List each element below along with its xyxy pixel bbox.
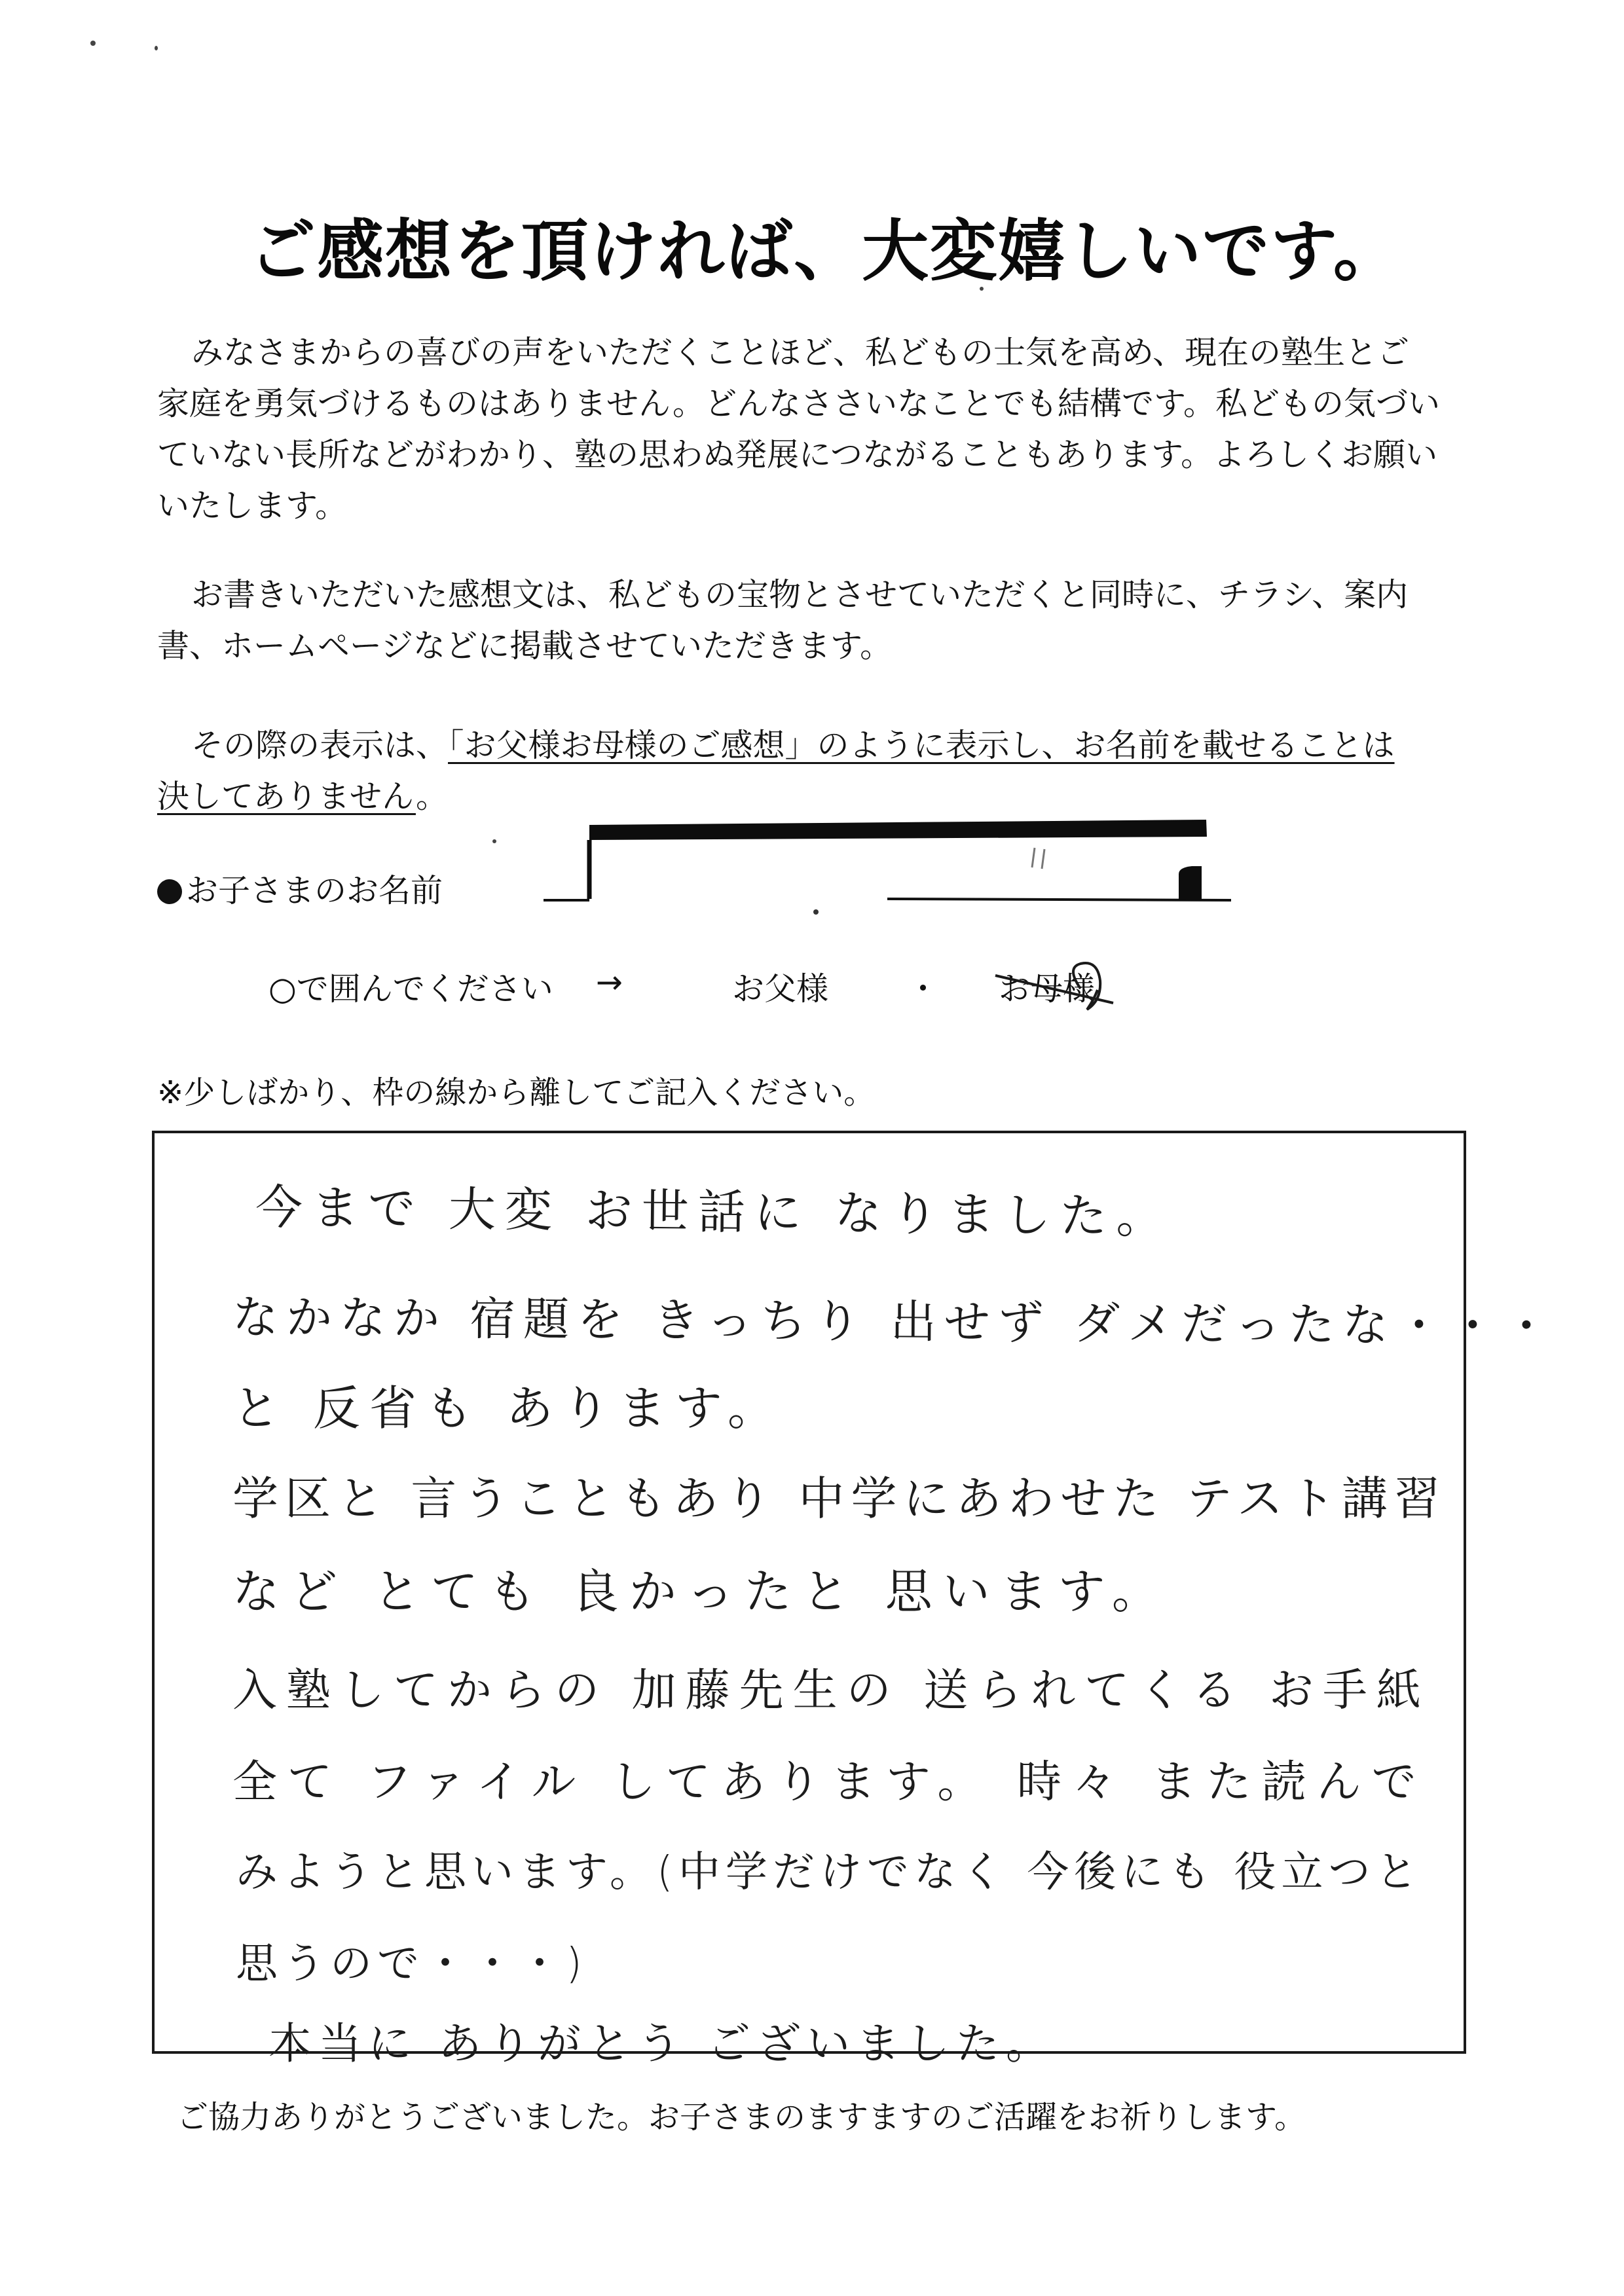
display-paragraph	[157, 720, 1486, 822]
child-name-label-row	[157, 866, 443, 911]
handwritten-line: 思うので・・・)	[236, 1940, 587, 1988]
display-line-1	[157, 720, 1486, 771]
scan-speck	[492, 839, 496, 843]
handwritten-line: みようと思います。(中学だけでなく 今後にも 役立つと	[236, 1848, 1423, 1897]
intro-line-2: 家庭を勇気づけるものはありません。どんなささいなことでも結構です。私どもの気づい	[157, 385, 1441, 422]
handwritten-line: 本当に ありがとう ございました。	[268, 2018, 1056, 2069]
name-redaction-scratch	[1032, 848, 1044, 869]
child-name-field[interactable]	[524, 809, 1257, 923]
handwritten-line: 全て ファイル してあります。 時々 また読んで	[232, 1757, 1427, 1808]
scan-speck	[90, 41, 96, 46]
child-name-label: お子さまのお名前	[186, 872, 443, 909]
intro-line-3: ていない長所などがわかり、塾の思わぬ発展につながることもあります。よろしくお願い	[157, 436, 1438, 473]
option-mother-selected[interactable]: お母様	[999, 970, 1096, 1008]
writing-note: ※少しばかり、枠の線から離してご記入ください。	[157, 1074, 876, 1111]
handwritten-line: など とても 良かったと 思います。	[232, 1564, 1170, 1619]
mother-selection-mark	[982, 949, 1153, 1021]
option-father[interactable]: お父様	[732, 970, 829, 1008]
usage-line-2: 書、ホームページなどに掲載させていただきます。	[157, 627, 893, 665]
display-underlined-text-2: 決してありません	[157, 778, 416, 815]
page-title: ご感想を頂ければ、大変嬉しいです。	[249, 212, 1401, 291]
handwritten-line: 学区と 言うこともあり 中学にあわせた テスト講習	[232, 1472, 1447, 1525]
display-underlined-text-1: 「お父様お母様のご感想」のように表示し、お名前を載せることは	[448, 727, 1395, 764]
handwritten-line: と 反省も あります。	[232, 1381, 784, 1436]
footer-thanks: ご協力ありがとうございました。お子さまのますますのご活躍をお祈りします。	[177, 2099, 1306, 2136]
circle-instruction: ○で囲んでください	[268, 970, 553, 1008]
handwritten-line: なかなか 宿題を きっちり 出せず ダメだったな・・・	[232, 1290, 1558, 1354]
display-suffix: 。	[415, 778, 448, 815]
option-separator: ・	[907, 970, 940, 1008]
scan-speck	[155, 46, 158, 50]
circle-arrow: →	[596, 964, 623, 1001]
handwritten-line: 入塾してからの 加藤先生の 送られてくる お手紙	[232, 1665, 1430, 1717]
name-redaction-bar	[589, 820, 1207, 840]
bullet-dot-icon	[157, 879, 182, 904]
intro-paragraph	[157, 327, 1486, 532]
handwritten-line: 今まで 大変 お世話に なりました。	[255, 1179, 1173, 1245]
intro-line-1: みなさまからの喜びの声をいただくことほど、私どもの士気を高め、現在の塾生とご	[191, 334, 1410, 371]
mother-circle-mark	[1073, 963, 1100, 1010]
name-redaction-right-mark	[1179, 866, 1202, 900]
display-prefix: その際の表示は、	[191, 727, 449, 764]
usage-line-1: お書きいただいた感想文は、私どもの宝物とさせていただくと同時に、チラシ、案内	[191, 576, 1409, 613]
scan-speck	[813, 909, 819, 915]
usage-paragraph	[157, 570, 1486, 672]
intro-line-4: いたします。	[157, 487, 348, 524]
